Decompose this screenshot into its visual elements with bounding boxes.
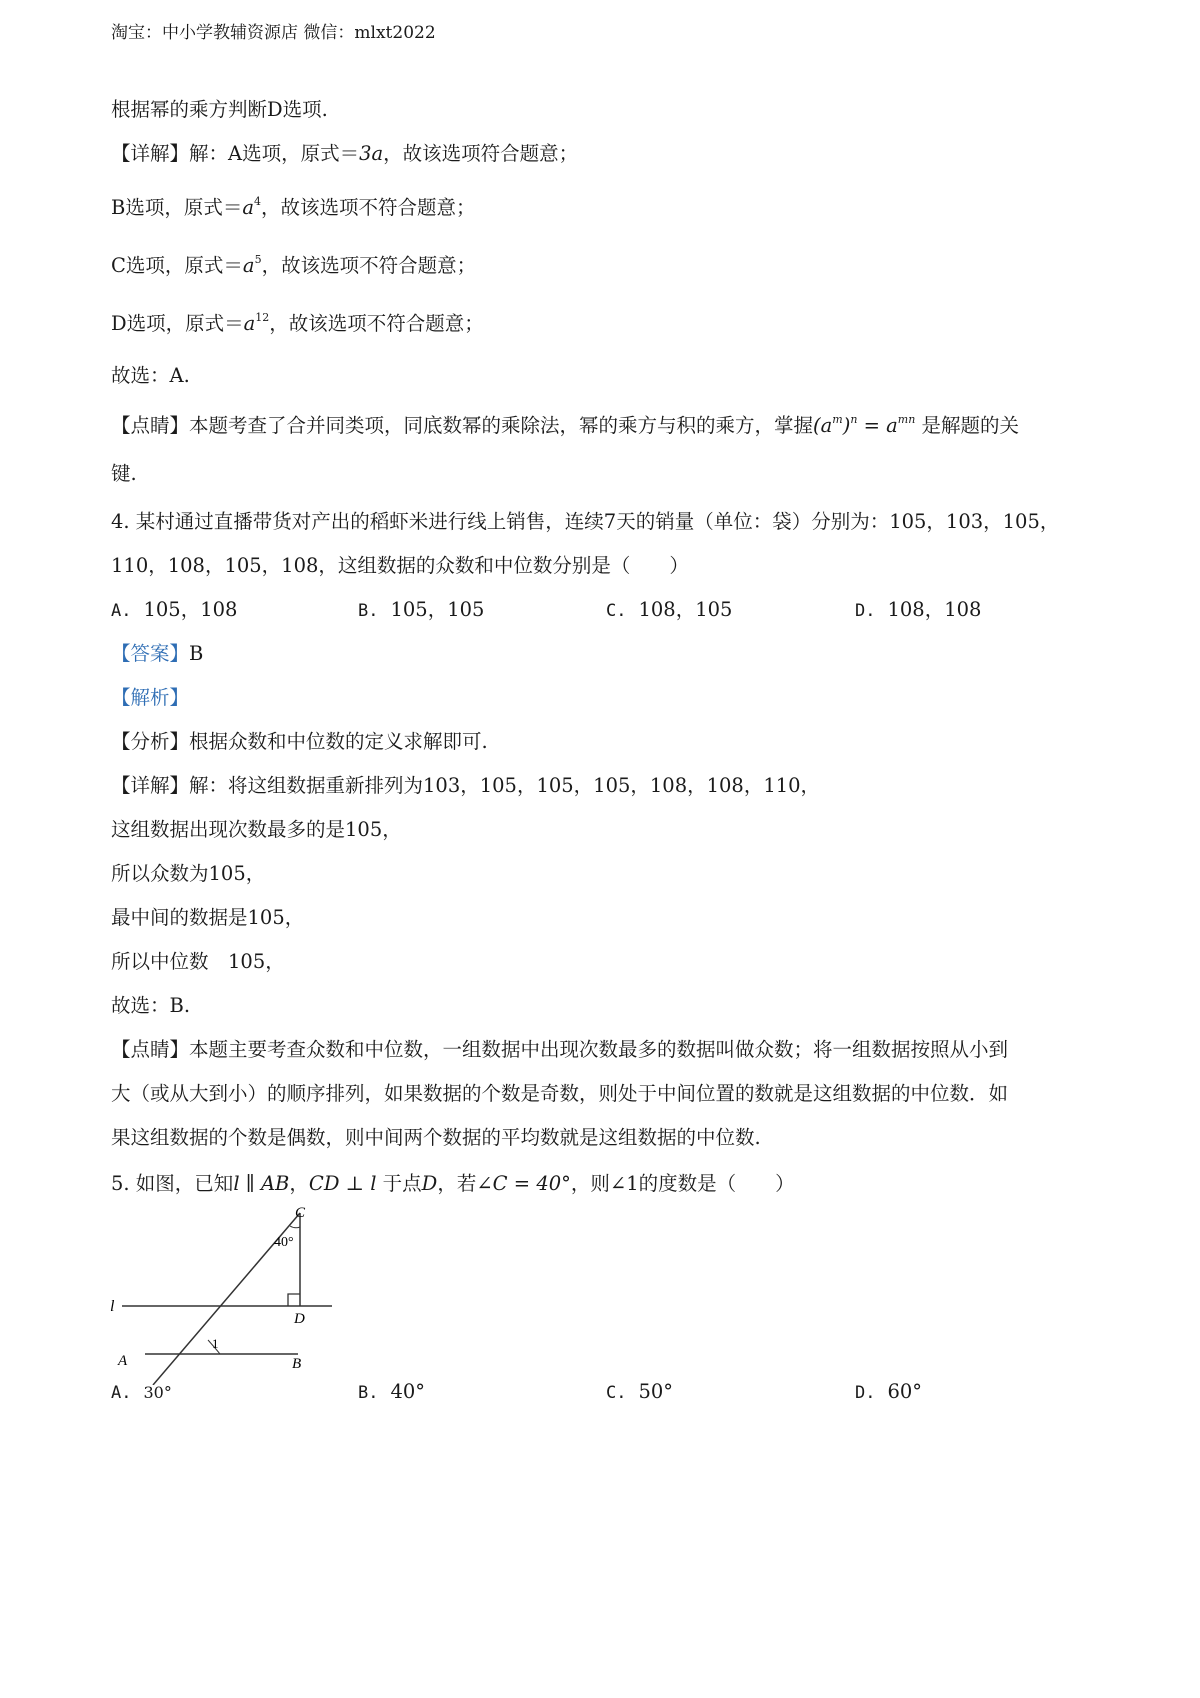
q4-detail [111,772,820,800]
q4-stem-1: 4. 某村通过直播带货对产出的稻虾米进行线上销售，连续7天的销量（单位：袋）分别为：105，103，105， [111,510,1060,533]
math-3a: 3a [359,142,384,165]
option-letter: C. [606,601,627,621]
q5-stem [111,1170,795,1198]
label-40: 40° [274,1235,294,1250]
option-text: 108，108 [887,598,982,621]
q5-option-a [111,1378,172,1407]
stem-post: ，则∠1的度数是（ ） [570,1172,795,1195]
math-d: D [421,1172,438,1195]
q3-detail-d [111,310,484,338]
math-ab: AB [260,1172,290,1195]
option-letter: D. [855,1383,876,1403]
option-text: 40° [390,1380,426,1403]
right-angle-mark [288,1294,300,1306]
math-cd: CD [308,1172,340,1195]
answer-label: 【答案】 [111,642,190,665]
q4-comment-2: 大（或从大到小）的顺序排列，如果数据的个数是奇数，则处于中间位置的数就是这组数据的中位数．如 [111,1082,1009,1105]
detail-a-text: 解：A选项，原式＝ [189,142,360,165]
comment-post: 是解题的关 [921,414,1020,437]
math-l: l [233,1172,240,1195]
formula-mn: mn [897,413,916,426]
formula-eq: = a [857,414,898,437]
q5-option-b [358,1378,425,1407]
q4-option-c [606,596,732,625]
formula-close: ) [842,414,851,437]
q4-option-d [855,596,981,625]
formula-open: (a [813,414,833,437]
q4-mid-2: 所以中位数 105， [111,950,285,973]
stem-pre: 5. 如图，已知 [111,1172,234,1195]
q4-answer [111,640,203,668]
label-a: A [118,1353,128,1369]
math-l: l [370,1172,377,1195]
parallel-sign: ∥ [239,1172,261,1195]
option-letter: A. [111,601,132,621]
q3-choose: 故选：A. [111,364,190,387]
q4-mode-2: 所以众数为105， [111,862,266,885]
label-1: 1 [212,1336,219,1351]
label-d: D [294,1311,305,1327]
c-post: ，故该选项不符合题意； [261,254,477,277]
at-point: 于点 [376,1172,422,1195]
option-text: 105，105 [390,598,485,621]
q4-mode: 这组数据出现次数最多的是105， [111,818,402,841]
c-base: a [242,254,255,277]
d-post: ，故该选项不符合题意； [269,312,484,335]
geometry-figure [100,1205,340,1385]
q3-detail-c [111,252,476,280]
b-exp: 4 [253,195,261,208]
c-pre: C选项，原式＝ [111,254,243,277]
label-c: C [295,1205,306,1221]
d-exp: 12 [255,311,270,324]
detail-label: 【详解】 [111,142,190,165]
option-text: 105，108 [143,598,238,621]
comment-text: 本题主要考查众数和中位数，一组数据中出现次数最多的数据叫做众数；将一组数据按照从小到 [189,1038,1009,1061]
answer-value: B [189,642,204,665]
b-pre: B选项，原式＝ [111,196,243,219]
option-text: 60° [887,1380,923,1403]
comment-label: 【点睛】 [111,414,190,437]
formula [813,414,915,437]
option-text: 108，105 [638,598,733,621]
option-text: 30° [143,1383,172,1402]
comment-label: 【点睛】 [111,1038,190,1061]
fenxi-label: 【分析】 [111,730,190,753]
sep: ， [289,1172,309,1195]
option-letter: B. [358,1383,379,1403]
b-post: ，故该选项不符合题意； [260,196,476,219]
label-b: B [292,1356,302,1372]
q4-option-a [111,596,237,625]
fenxi-text: 根据众数和中位数的定义求解即可. [189,730,488,753]
q4-analysis-label: 【解析】 [111,686,190,709]
q4-fenxi [111,728,488,756]
math-angle-c: ∠C = 40° [476,1172,571,1195]
formula-m: m [832,413,843,426]
detail-a-post: ，故该选项符合题意； [383,142,579,165]
angle-arc-c [290,1226,300,1228]
detail-text: 解：将这组数据重新排列为103，105，105，105，108，108，110， [189,774,821,797]
q3-comment [111,412,1019,440]
label-l: l [110,1298,115,1315]
option-letter: A. [111,1383,132,1403]
d-base: a [243,312,256,335]
q5-option-d [855,1378,922,1407]
sep: ，若 [437,1172,477,1195]
q4-comment-1 [111,1036,1008,1064]
q3-detail-a [111,140,578,168]
q4-mid: 最中间的数据是105， [111,906,305,929]
detail-label: 【详解】 [111,774,190,797]
q5-option-c [606,1378,673,1407]
q4-choose: 故选：B. [111,994,191,1017]
hint-line: 根据幂的乘方判断D选项. [111,98,328,121]
b-base: a [242,196,254,219]
q4-comment-3: 果这组数据的个数是偶数，则中间两个数据的平均数就是这组数据的中位数. [111,1126,761,1149]
option-letter: B. [358,601,379,621]
option-letter: C. [606,1383,627,1403]
q3-comment-end: 键. [111,462,137,485]
q4-option-b [358,596,484,625]
d-pre: D选项，原式＝ [111,312,244,335]
q4-stem-2: 110，108，105，108，这组数据的众数和中位数分别是（ ） [111,554,689,577]
shop-header: 淘宝：中小学教辅资源店 微信：mlxt2022 [111,23,436,43]
comment-text: 本题考查了合并同类项，同底数幂的乘除法，幂的乘方与积的乘方，掌握 [189,414,814,437]
option-text: 50° [638,1380,674,1403]
formula-n: n [850,413,858,426]
perp-sign: ⊥ [339,1172,371,1195]
q3-detail-b [111,194,476,222]
c-exp: 5 [254,253,262,266]
option-letter: D. [855,601,876,621]
